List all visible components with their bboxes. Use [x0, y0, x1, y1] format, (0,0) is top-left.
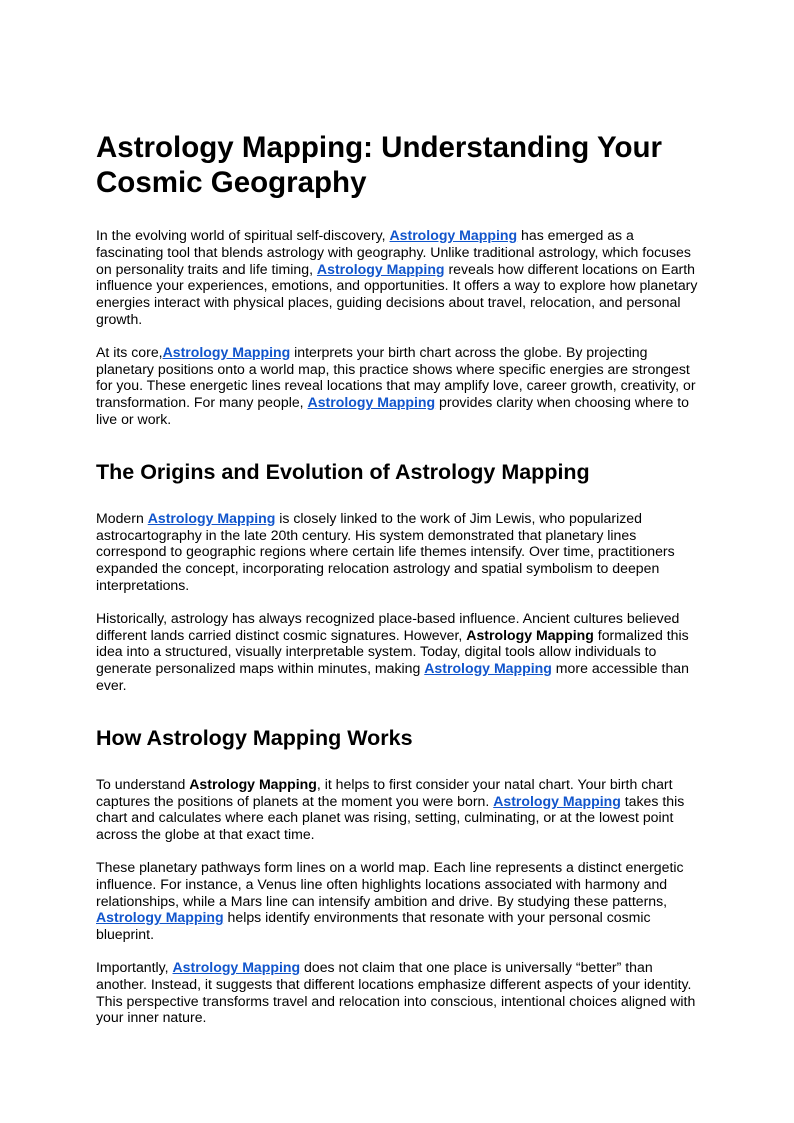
origins-paragraph-2	[96, 610, 698, 694]
section-heading-origins: The Origins and Evolution of Astrology Mapping	[96, 459, 590, 484]
astrology-mapping-link[interactable]: Astrology Mapping	[316, 260, 445, 277]
text: Modern	[96, 509, 148, 526]
text: takes this chart and calculates where each planet was rising, setting, culminating, or at the lowest point across the globe at that exact time.	[96, 792, 685, 843]
text: At its core,	[96, 343, 163, 360]
text: In the evolving world of spiritual self-discovery,	[96, 227, 390, 243]
bold-term: Astrology Mapping	[466, 626, 594, 643]
astrology-mapping-link[interactable]: Astrology Mapping	[162, 343, 291, 360]
origins-paragraph-1	[96, 510, 698, 594]
intro-paragraph-2	[96, 344, 698, 428]
astrology-mapping-link[interactable]: Astrology Mapping	[96, 909, 224, 926]
text: provides clarity when choosing where to live or work.	[96, 394, 689, 427]
bold-term: Astrology Mapping	[189, 775, 317, 792]
text: Historically, astrology has always recognized place-based influence. Ancient cultures believed different lands carried distinct cosmic signatures. However,	[96, 609, 680, 643]
astrology-mapping-link[interactable]: Astrology Mapping	[389, 227, 518, 243]
page-title: Astrology Mapping: Understanding Your Cosmic Geography	[96, 131, 662, 199]
text: helps identify environments that resonate with your personal cosmic blueprint.	[96, 909, 651, 943]
text: more accessible than ever.	[96, 660, 689, 693]
astrology-mapping-link[interactable]: Astrology Mapping	[172, 958, 301, 975]
astrology-mapping-link[interactable]: Astrology Mapping	[307, 394, 436, 411]
text: formalized this idea into a structured, visually interpretable system. Today, digital tools allow individuals to generate personalized maps within minutes, making	[96, 626, 689, 677]
text: To understand	[96, 775, 190, 792]
section-heading-how-it-works: How Astrology Mapping Works	[96, 725, 413, 750]
text: These planetary pathways form lines on a world map. Each line represents a distinct energetic influence. For instance, a Venus line often highlights locations associated with harmony and relationships, while a Mars line can intensify ambition and drive. By studying these patterns,	[96, 858, 684, 909]
astrology-mapping-link[interactable]: Astrology Mapping	[493, 792, 621, 809]
text: interprets your birth chart across the globe. By projecting planetary positions onto a world map, this practice shows where specific energies are strongest for you. These energetic lines reveal locations that may amplify love, career growth, creativity, or transformation. For many people,	[96, 343, 696, 411]
text: has emerged as a fascinating tool that blends astrology with geography. Unlike traditional astrology, which focuses on personality traits and life timing,	[96, 227, 691, 277]
text: Importantly,	[96, 958, 173, 975]
text: , it helps to first consider your natal chart. Your birth chart captures the positions of planets at the moment you were born.	[96, 775, 673, 809]
astrology-mapping-link[interactable]: Astrology Mapping	[147, 509, 276, 526]
text: does not claim that one place is universally “better” than another. Instead, it suggests that different locations emphasize different aspects of your identity. This perspective transforms travel and relocation into conscious, intentional choices aligned with your inner nature.	[96, 958, 696, 1026]
how-paragraph-2	[96, 859, 698, 943]
intro-paragraph-1	[96, 227, 698, 328]
astrology-mapping-link[interactable]: Astrology Mapping	[424, 660, 552, 677]
how-paragraph-3	[96, 959, 698, 1026]
text: reveals how different locations on Earth influence your experiences, emotions, and opportunities. It offers a way to explore how planetary energies interact with physical places, guiding decisions about travel, relocation, and personal growth.	[96, 260, 698, 327]
text: is closely linked to the work of Jim Lewis, who popularized astrocartography in the late 20th century. His system demonstrated that planetary lines correspond to geographic regions where certain life themes intensify. Over time, practitioners expanded the concept, incorporating relocation astrology and spatial symbolism to deepen interpretations.	[96, 509, 675, 593]
how-paragraph-1	[96, 776, 698, 843]
